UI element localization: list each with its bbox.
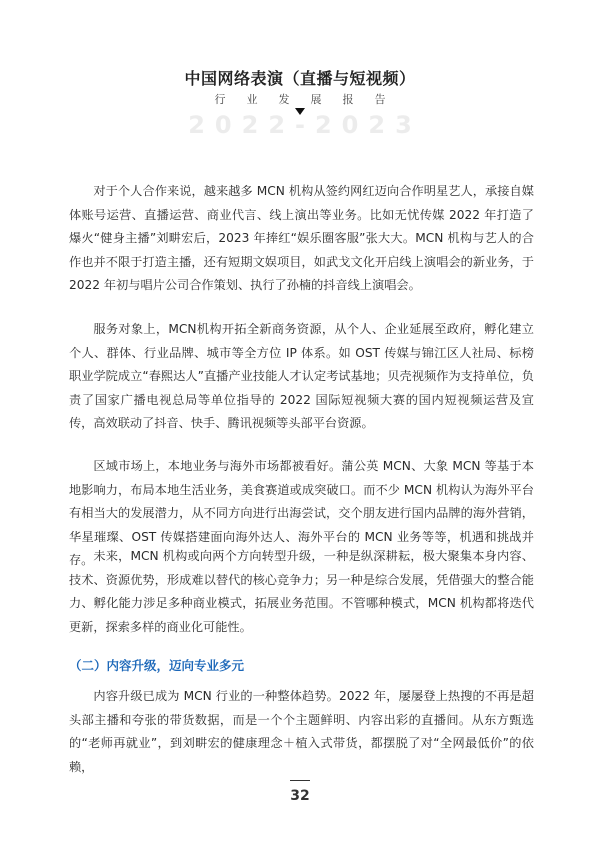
report-title: 中国网络表演（直播与短视频） xyxy=(184,69,416,88)
footer-divider xyxy=(290,780,310,781)
paragraph-future: 未来，MCN 机构或向两个方向转型升级，一种是纵深耕耘，极大聚集本身内容、技术、资源优势，形成难以替代的核心竞争力；另一种是综合发展，凭借强大的整合能力、孵化能力涉足多种商业模式，拓展业务范围。不管哪种模式，MCN 机构都将迭代更新，探索多样的商业化可能性。 xyxy=(69,549,534,634)
paragraph-personal-cooperation: 对于个人合作来说，越来越多 MCN 机构从签约网红迈向合作明星艺人，承接自媒体账号运营、直播运营、商业代言、线上演出等业务。比如无忧传媒 2022 年打造了爆火“健身主播”刘畊宏后，2023 年捧红“娱乐圈客服”张大大。MCN 机构与艺人的合作也并不限于打造主播，还有短期文娱项目，如武戈文化开启线上演唱会的新业务，于 2022 年初与唱片公司合作策划、执行了孙楠的抖音线上演唱会。 xyxy=(69,184,534,293)
section-heading: （二）内容升级，迈向专业多元 xyxy=(69,658,245,673)
paragraph-content-upgrade: 内容升级已成为 MCN 行业的一种整体趋势。2022 年，屡屡登上热搜的不再是超头部主播和夸张的带货数据，而是一个个主题鲜明、内容出彩的直播间。从东方甄选的“老师再就业”，到刘畊宏的健康理念＋植入式带货，都摆脱了对“全网最低价”的依赖， xyxy=(69,689,534,774)
report-year: 2022-2023 xyxy=(188,111,422,139)
page-number: 32 xyxy=(290,788,310,804)
paragraph-regional-market: 区域市场上，本地业务与海外市场都被看好。蒲公英 MCN、大象 MCN 等基于本地影响力，布局本地生活业务，美食赛道或成突破口。而不少 MCN 机构认为海外平台有相当大的发展潜力，从不同方向进行出海尝试，交个朋友进行国内品牌的海外营销，华星璀璨、OST 传媒搭建面向海外达人、海外平台的 MCN 业务等等，机遇和挑战并存。 xyxy=(69,459,534,568)
paragraph-service-targets: 服务对象上，MCN机构开拓全新商务资源，从个人、企业延展至政府，孵化建立个人、群体、行业品牌、城市等全方位 IP 体系。如 OST 传媒与锦江区人社局、标榜职业学院成立“春熙达人”直播产业技能人才认定考试基地；贝壳视频作为支持单位，负责了国家广播电视总局等单位指导的 2022 国际短视频大赛的国内短视频运营及宣传，高效联动了抖音、快手、腾讯视频等头部平台资源。 xyxy=(69,322,534,431)
report-subtitle: 行业发展报告 xyxy=(214,93,407,106)
